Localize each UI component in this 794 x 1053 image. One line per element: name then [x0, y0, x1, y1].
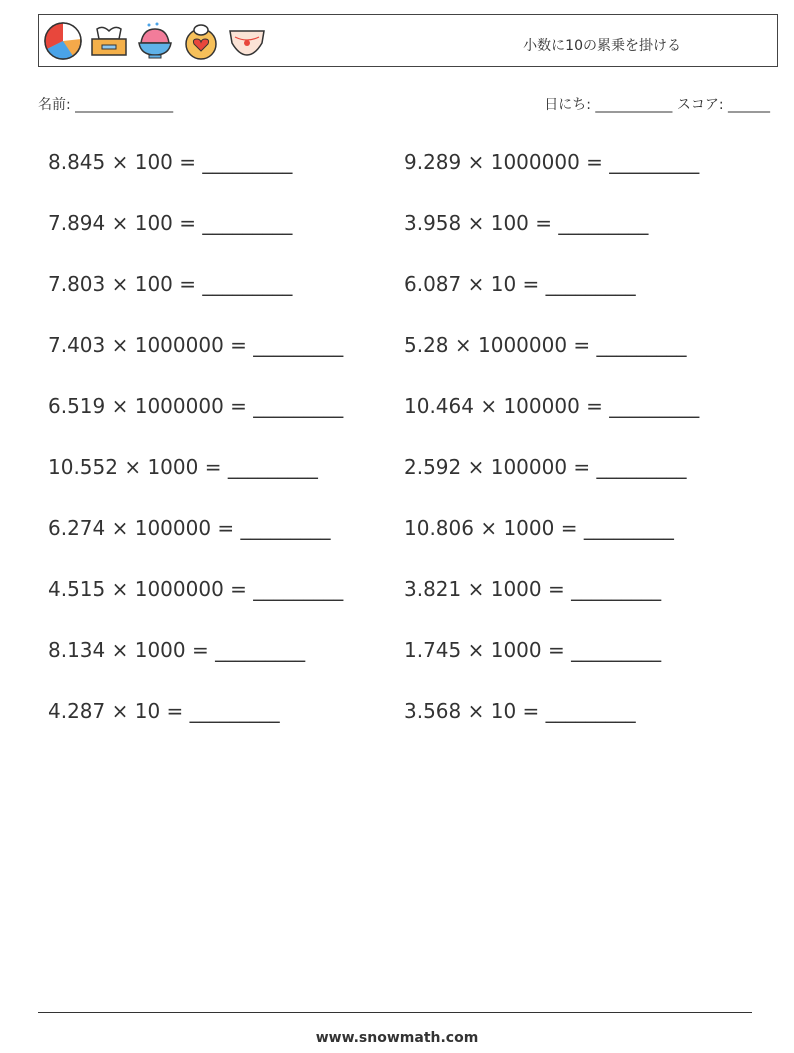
problem-left-5: 6.519 × 1000000 = _________ [48, 394, 344, 418]
date-score-field: 日にち: ___________ スコア: ______ [544, 97, 770, 113]
diaper-icon [227, 21, 267, 61]
problem-right-9: 1.745 × 1000 = _________ [404, 638, 662, 662]
problem-left-9: 8.134 × 1000 = _________ [48, 638, 306, 662]
baby-bib-icon [181, 21, 221, 61]
problem-right-6: 2.592 × 100000 = _________ [404, 455, 687, 479]
problem-right-10: 3.568 × 10 = _________ [404, 699, 636, 723]
worksheet-header [38, 14, 778, 67]
problem-right-7: 10.806 × 1000 = _________ [404, 516, 674, 540]
problem-right-5: 10.464 × 100000 = _________ [404, 394, 700, 418]
tissue-box-icon [89, 21, 129, 61]
problem-left-7: 6.274 × 100000 = _________ [48, 516, 331, 540]
problem-left-3: 7.803 × 100 = _________ [48, 272, 293, 296]
footer-divider [38, 1012, 752, 1013]
problem-right-4: 5.28 × 1000000 = _________ [404, 333, 687, 357]
problem-left-6: 10.552 × 1000 = _________ [48, 455, 318, 479]
footer-url: www.snowmath.com [315, 1030, 479, 1046]
header-icons [43, 21, 267, 61]
problem-right-2: 3.958 × 100 = _________ [404, 211, 649, 235]
name-field: 名前: ______________ [38, 97, 174, 113]
problem-left-4: 7.403 × 1000000 = _________ [48, 333, 344, 357]
shaved-ice-icon [135, 21, 175, 61]
problem-left-10: 4.287 × 10 = _________ [48, 699, 280, 723]
problem-right-3: 6.087 × 10 = _________ [404, 272, 636, 296]
problem-left-8: 4.515 × 1000000 = _________ [48, 577, 344, 601]
worksheet-title: 小数に10の累乗を掛ける [523, 38, 681, 54]
beach-ball-icon [43, 21, 83, 61]
problem-left-2: 7.894 × 100 = _________ [48, 211, 293, 235]
problem-right-1: 9.289 × 1000000 = _________ [404, 150, 700, 174]
problem-left-1: 8.845 × 100 = _________ [48, 150, 293, 174]
problem-right-8: 3.821 × 1000 = _________ [404, 577, 662, 601]
